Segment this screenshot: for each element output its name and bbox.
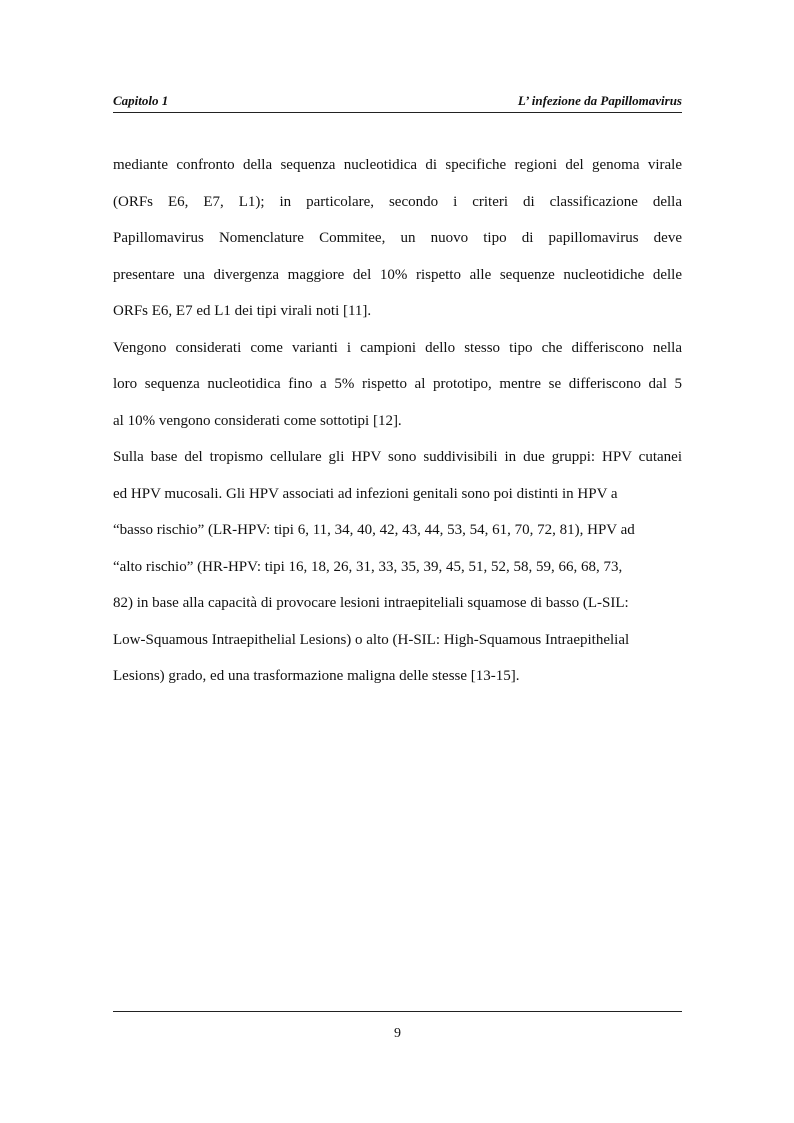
text-line: “alto rischio” (HR-HPV: tipi 16, 18, 26, 31, 33, 35, 39, 45, 51, 52, 58, 59, 66, 68, 73, xyxy=(113,558,623,575)
paragraph-3 xyxy=(113,439,682,695)
text-line: Low-Squamous Intraepithelial Lesions) o alto (H-SIL: High-Squamous Intraepithelial xyxy=(113,631,630,648)
text-line: loro sequenza nucleotidica fino a 5% rispetto al prototipo, mentre se differiscono dal 5 xyxy=(113,376,682,392)
text-line: Lesions) grado, ed una trasformazione maligna delle stesse [13-15]. xyxy=(113,668,520,684)
text-line: ed HPV mucosali. Gli HPV associati ad infezioni genitali sono poi distinti in HPV a xyxy=(113,485,618,502)
text-line: al 10% vengono considerati come sottotipi [12]. xyxy=(113,412,402,429)
text-line: “basso rischio” (LR-HPV: tipi 6, 11, 34, 40, 42, 43, 44, 53, 54, 61, 70, 72, 81), HPV ad xyxy=(113,522,635,538)
footer-rule xyxy=(113,1011,682,1012)
running-header xyxy=(113,93,682,111)
chapter-label: Capitolo 1 xyxy=(113,93,169,108)
text-line: mediante confronto della sequenza nucleotidica di specifiche regioni del genoma virale xyxy=(113,157,682,173)
chapter-title: L’ infezione da Papillomavirus xyxy=(517,93,682,108)
body-text xyxy=(113,147,682,695)
paragraph-1 xyxy=(113,147,682,330)
header-rule xyxy=(113,112,682,113)
text-line: ORFs E6, E7 ed L1 dei tipi virali noti [11]. xyxy=(113,303,372,319)
text-line: 82) in base alla capacità di provocare lesioni intraepiteliali squamose di basso (L-SIL: xyxy=(113,595,629,611)
text-line: Papillomavirus Nomenclature Commitee, un nuovo tipo di papillomavirus deve xyxy=(113,230,682,246)
text-line: presentare una divergenza maggiore del 10% rispetto alle sequenze nucleotidiche delle xyxy=(113,266,682,283)
page-number: 9 xyxy=(394,1026,401,1041)
text-line: Vengono considerati come varianti i campioni dello stesso tipo che differiscono nella xyxy=(113,339,682,356)
text-line: (ORFs E6, E7, L1); in particolare, secondo i criteri di classificazione della xyxy=(113,193,682,210)
text-line: Sulla base del tropismo cellulare gli HPV sono suddivisibili in due gruppi: HPV cutanei xyxy=(113,449,682,465)
paragraph-2 xyxy=(113,330,682,440)
